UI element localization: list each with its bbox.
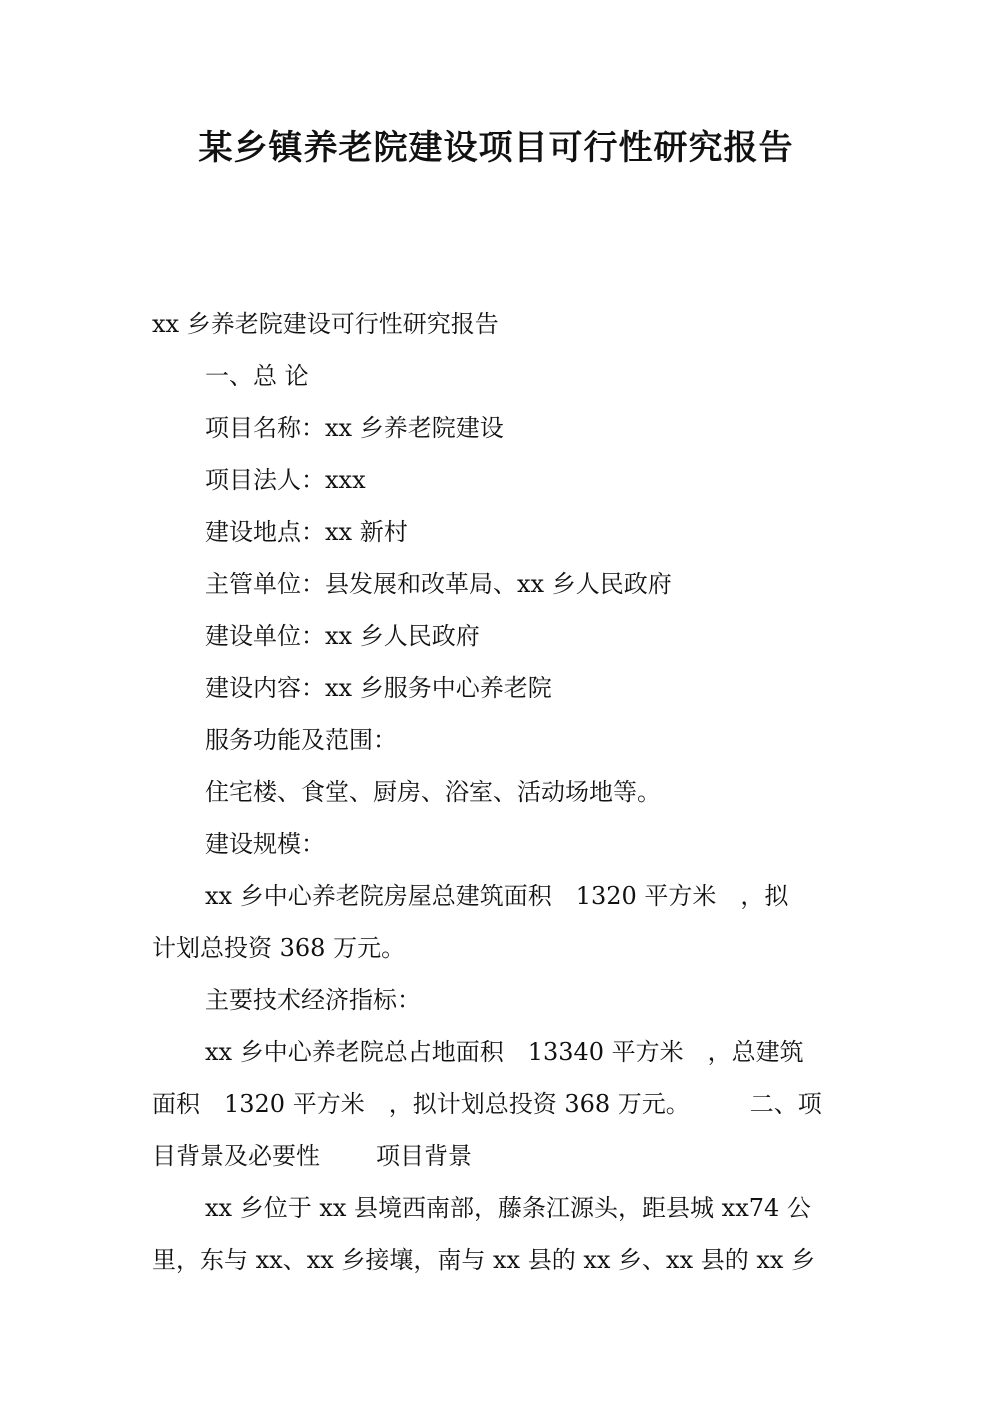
construction-unit: 建设单位：xx 乡人民政府: [205, 622, 480, 650]
project-legal-person: 项目法人：xxx: [205, 466, 366, 494]
background-paragraph-line-1: xx 乡位于 xx 县境西南部，藤条江源头，距县城 xx74 公: [205, 1194, 811, 1222]
section-heading-background-end: 目背景及必要性: [152, 1142, 320, 1170]
construction-content: 建设内容：xx 乡服务中心养老院: [205, 674, 552, 702]
section-heading-background-start: 二、项: [749, 1090, 822, 1118]
report-subtitle: xx 乡养老院建设可行性研究报告: [152, 310, 499, 338]
scale-line-2: 计划总投资 368 万元。: [152, 934, 406, 962]
indicators-line-1: xx 乡中心养老院总占地面积 13340 平方米 ，总建筑: [205, 1038, 804, 1066]
background-heading-line: [152, 1130, 842, 1182]
indicators-line-2: [152, 1078, 842, 1130]
background-paragraph-line-2: 里，东与 xx、xx 乡接壤，南与 xx 县的 xx 乡、xx 县的 xx 乡: [152, 1246, 816, 1274]
scale-label: 建设规模：: [205, 830, 325, 858]
subsection-heading-background: 项目背景: [376, 1142, 472, 1170]
service-scope: 住宅楼、食堂、厨房、浴室、活动场地等。: [205, 778, 661, 806]
document-title: 某乡镇养老院建设项目可行性研究报告: [198, 128, 794, 168]
indicators-label: 主要技术经济指标：: [205, 986, 421, 1014]
supervising-unit: 主管单位：县发展和改革局、xx 乡人民政府: [205, 570, 672, 598]
scale-line-1: xx 乡中心养老院房屋总建筑面积 1320 平方米 ，拟: [205, 882, 789, 910]
section-heading-general: 一、总 论: [205, 362, 309, 390]
project-name: 项目名称：xx 乡养老院建设: [205, 414, 504, 442]
document-body: [152, 298, 842, 1286]
construction-site: 建设地点：xx 新村: [205, 518, 408, 546]
service-scope-label: 服务功能及范围：: [205, 726, 397, 754]
indicators-line-2-text: 面积 1320 平方米 ，拟计划总投资 368 万元。: [152, 1090, 690, 1118]
